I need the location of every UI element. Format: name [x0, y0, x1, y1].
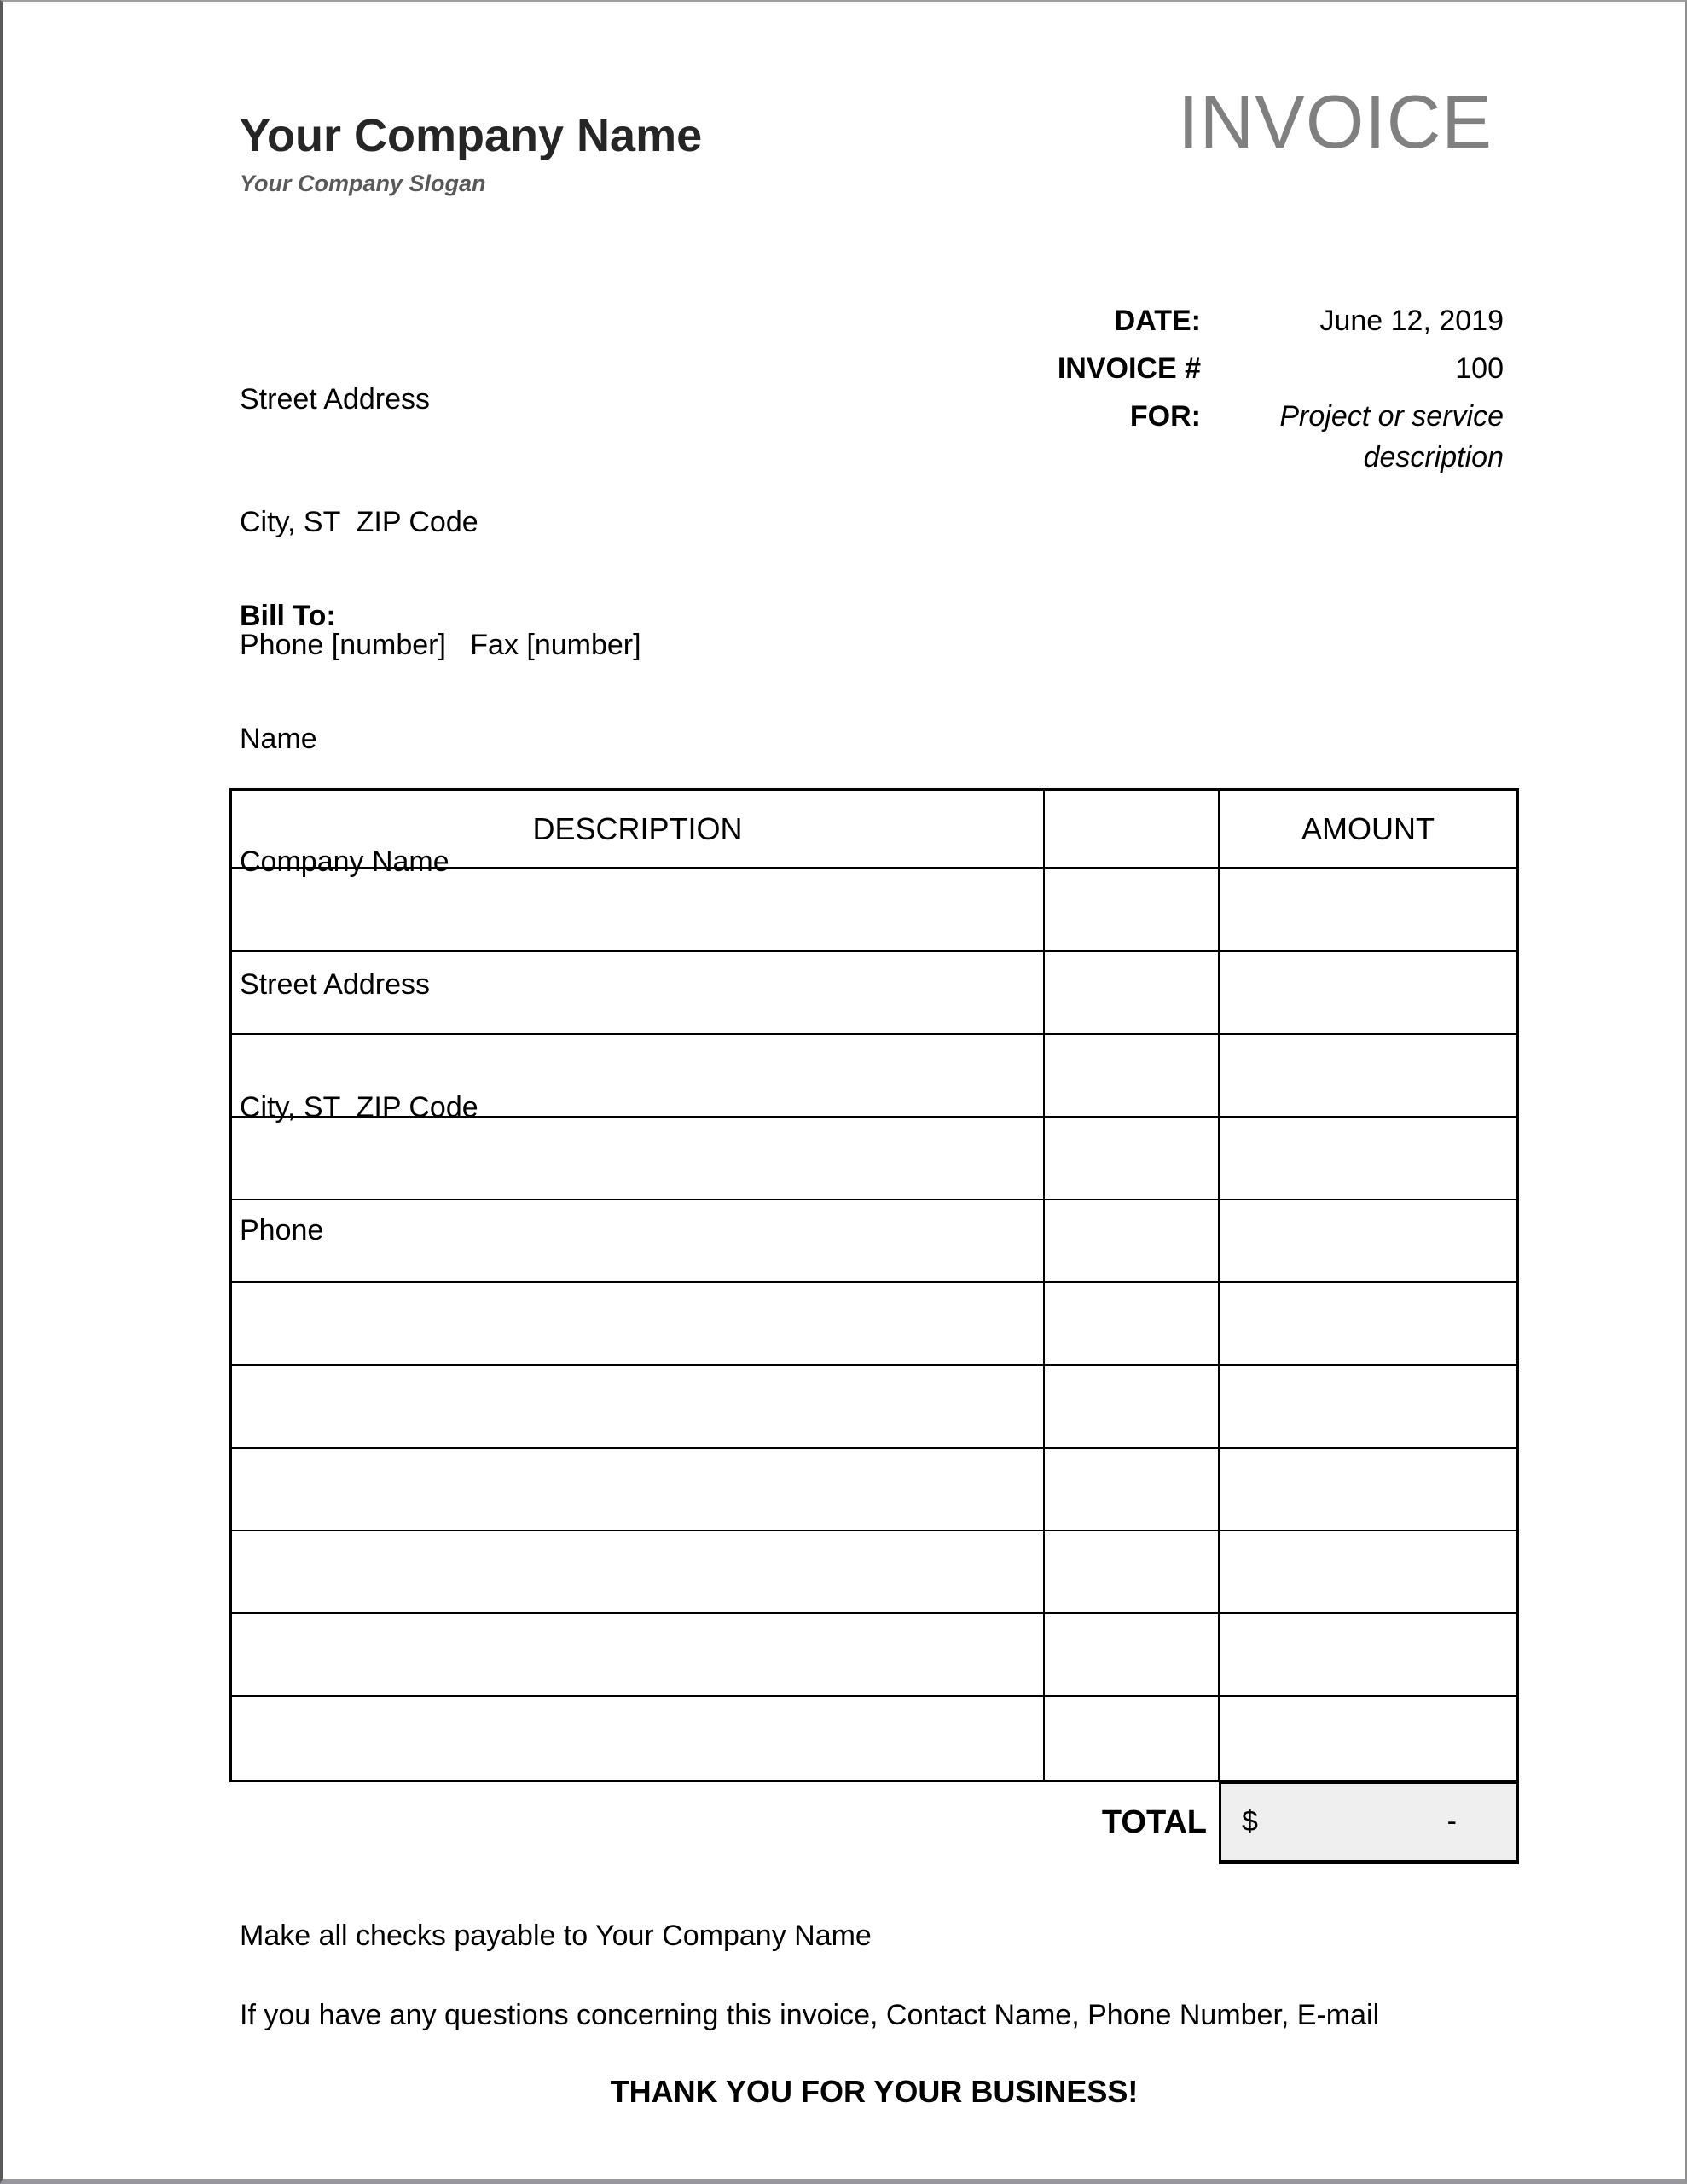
table-row [232, 1449, 1516, 1531]
company-name: Your Company Name [240, 110, 703, 161]
for-value: Project or service description [1279, 400, 1512, 473]
table-row [232, 1283, 1516, 1366]
currency-symbol: $ [1242, 1805, 1258, 1838]
cell-amount [1220, 1449, 1516, 1530]
questions-note: If you have any questions concerning this invoice, Contact Name, Phone Number, E-mail [240, 1999, 1380, 2031]
cell-blank [1045, 1366, 1220, 1447]
table-row [232, 952, 1516, 1035]
total-amount-cell [1219, 1781, 1519, 1864]
company-address-line: Phone [number] Fax [number] [240, 629, 641, 661]
cell-description [232, 1697, 1045, 1780]
invoice-number-value: 100 [1455, 352, 1504, 385]
cell-amount [1220, 1200, 1516, 1281]
cell-amount [1220, 869, 1516, 950]
cell-amount [1220, 1531, 1516, 1612]
cell-description [232, 952, 1045, 1033]
cell-description [232, 1200, 1045, 1281]
invoice-number-label: INVOICE # [1057, 352, 1201, 385]
meta-row-for [941, 392, 1512, 478]
company-address-line: City, ST ZIP Code [240, 506, 478, 538]
date-value: June 12, 2019 [1319, 305, 1504, 337]
cell-blank [1045, 1035, 1220, 1116]
table-row [232, 1366, 1516, 1449]
total-row [229, 1781, 1519, 1864]
invoice-table [229, 788, 1519, 1782]
table-row [232, 1614, 1516, 1697]
bill-to-line: Name [240, 723, 317, 755]
checks-payable-note: Make all checks payable to Your Company Name [240, 1920, 872, 1952]
cell-blank [1045, 1531, 1220, 1612]
cell-amount [1220, 1614, 1516, 1695]
meta-row-date [941, 297, 1504, 345]
invoice-meta-block [941, 297, 1512, 478]
date-label: DATE: [1114, 305, 1201, 337]
cell-description [232, 869, 1045, 950]
cell-blank [1045, 1283, 1220, 1364]
table-row [232, 1200, 1516, 1283]
cell-amount [1220, 1366, 1516, 1447]
cell-description [232, 1531, 1045, 1612]
total-value: - [1446, 1805, 1457, 1838]
cell-blank [1045, 1449, 1220, 1530]
thank-you-note: THANK YOU FOR YOUR BUSINESS! [610, 2074, 1139, 2109]
table-row [232, 1697, 1516, 1780]
table-row [232, 1118, 1516, 1200]
cell-amount [1220, 1118, 1516, 1199]
table-row [232, 1531, 1516, 1614]
total-label: TOTAL [1101, 1804, 1207, 1840]
header-cell-description: DESCRIPTION [232, 791, 1045, 867]
cell-amount [1220, 1283, 1516, 1364]
company-slogan: Your Company Slogan [240, 171, 486, 196]
cell-description [232, 1283, 1045, 1364]
cell-blank [1045, 1200, 1220, 1281]
cell-description [232, 1035, 1045, 1116]
document-title: INVOICE [1178, 79, 1493, 164]
cell-blank [1045, 952, 1220, 1033]
table-row [232, 1035, 1516, 1118]
bill-to-line: Company Name [240, 845, 449, 878]
cell-blank [1045, 1697, 1220, 1780]
cell-amount [1220, 1035, 1516, 1116]
header-cell-amount: AMOUNT [1301, 810, 1435, 846]
cell-amount [1220, 1697, 1516, 1780]
cell-blank [1045, 1614, 1220, 1695]
cell-amount [1220, 952, 1516, 1033]
for-label: FOR: [1129, 400, 1201, 433]
meta-row-invoice-number [941, 345, 1504, 392]
cell-description [232, 1118, 1045, 1199]
bill-to-line: Phone [240, 1214, 324, 1246]
header-cell-blank [1045, 791, 1220, 867]
cell-blank [1045, 869, 1220, 950]
invoice-table-rows [232, 869, 1516, 1780]
company-address-line: Street Address [240, 383, 431, 415]
cell-description [232, 1449, 1045, 1530]
bill-to-heading: Bill To: [240, 600, 336, 632]
bill-to-line: City, ST ZIP Code [240, 1091, 478, 1124]
cell-blank [1045, 1118, 1220, 1199]
table-header-row [232, 791, 1516, 869]
bill-to-line: Street Address [240, 968, 431, 1001]
cell-description [232, 1614, 1045, 1695]
table-row [232, 869, 1516, 952]
cell-description [232, 1366, 1045, 1447]
